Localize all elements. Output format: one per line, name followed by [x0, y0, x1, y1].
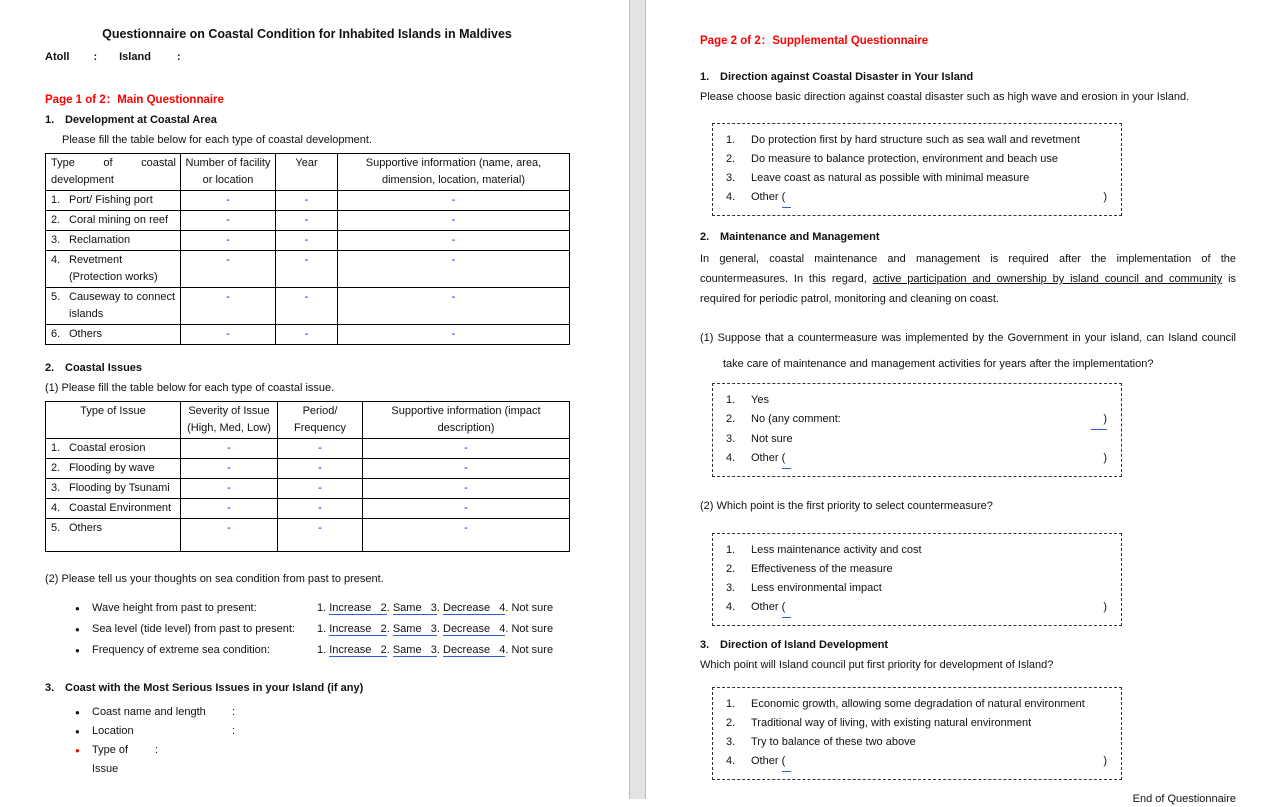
section-number: 1.	[45, 114, 55, 126]
section-number: 2.	[45, 362, 55, 374]
text-part: .	[386, 623, 393, 635]
sea-condition-label: Frequency of extreme sea condition:	[92, 644, 270, 656]
column-header: Type of coastal development	[46, 154, 181, 191]
row-label	[46, 439, 181, 459]
option-item[interactable]	[713, 579, 1121, 598]
option-item[interactable]	[713, 188, 1121, 208]
row-label-text: Flooding by Tsunami	[69, 482, 170, 494]
island-colon: :	[176, 51, 181, 63]
end-of-questionnaire: End of Questionnaire	[1132, 793, 1236, 805]
priority-options-box	[712, 533, 1122, 626]
fill-in-cell[interactable]: -	[278, 519, 363, 552]
text-part: Not sure	[751, 433, 793, 445]
sea-condition-options[interactable]	[317, 640, 553, 660]
serious-issue-label: Type of Issue	[92, 744, 129, 775]
text-part: Decrease 4	[443, 644, 506, 656]
maintenance-question-1: (1) Suppose that a countermeasure was implemented by the Government in your island, can Island council take care of maintenance and management activities for years after the implementation?	[700, 332, 1236, 370]
fill-in-cell[interactable]: -	[278, 459, 363, 479]
row-label	[46, 459, 181, 479]
text-part: Other	[751, 601, 782, 613]
row-number: 3.	[51, 234, 61, 246]
option-text	[751, 131, 1121, 150]
text-part: Do measure to balance protection, environment and beach use	[751, 153, 1058, 165]
sea-condition-label: Wave height from past to present:	[92, 602, 257, 614]
text-part: Effectiveness of the measure	[751, 563, 893, 575]
text-part: active participation and ownership by island council and community	[872, 273, 1223, 285]
section-title: Direction of Island Development	[720, 639, 889, 651]
text-part: Other	[751, 755, 782, 767]
text-part: Yes	[751, 394, 769, 406]
table-row	[46, 231, 570, 251]
row-label-text: Coastal erosion	[69, 442, 146, 454]
serious-issue-row	[45, 722, 569, 741]
coastal-issues-instruction: (1) Please fill the table below for each type of coastal issue.	[45, 382, 335, 394]
section-3-heading	[45, 681, 569, 696]
row-number: 2.	[51, 462, 61, 474]
option-number: 3.	[726, 172, 736, 184]
text-part: Decrease 4	[443, 602, 506, 614]
fill-in-cell[interactable]: -	[363, 439, 570, 459]
row-label-text: Others	[69, 328, 103, 340]
fill-in-cell[interactable]: -	[338, 191, 570, 211]
text-part: Less maintenance activity and cost	[751, 544, 922, 556]
serious-issue-row	[45, 703, 569, 722]
sea-condition-list	[45, 598, 569, 661]
text-part: Leave coast as natural as possible with minimal measure	[751, 172, 1030, 184]
blank-field[interactable]: (	[782, 449, 792, 469]
page-2-header: Page 2 of 2：Supplemental Questionnaire	[700, 35, 929, 47]
option-number: 1.	[726, 394, 736, 406]
fill-in-cell[interactable]: -	[181, 288, 276, 325]
section-number: 2.	[700, 231, 710, 243]
option-text	[751, 695, 1121, 714]
fill-in-cell[interactable]: -	[278, 499, 363, 519]
option-number: 3.	[726, 582, 736, 594]
option-number: 1.	[726, 544, 736, 556]
sea-condition-row	[45, 598, 569, 619]
row-label	[46, 479, 181, 499]
section-title: Development at Coastal Area	[65, 114, 217, 126]
fill-in-cell[interactable]: -	[181, 439, 278, 459]
row-label-text: Causeway to connect islands	[69, 291, 175, 320]
text-part: No (any comment:	[751, 413, 841, 425]
maintenance-answer-box	[712, 383, 1122, 477]
text-part: Same 3	[392, 623, 437, 635]
blank-field[interactable]: )	[1091, 410, 1107, 430]
option-number: 1.	[726, 698, 736, 710]
option-number: 4.	[726, 755, 736, 767]
option-item[interactable]	[713, 391, 1121, 410]
column-header: Period/ Frequency	[278, 402, 363, 439]
serious-issue-row	[45, 741, 569, 779]
option-text	[751, 449, 1121, 469]
fill-in-cell[interactable]: -	[181, 325, 276, 345]
serious-issue-list	[45, 703, 569, 779]
text-part: .	[436, 623, 443, 635]
option-item[interactable]	[713, 410, 1121, 430]
fill-in-cell[interactable]: -	[278, 479, 363, 499]
row-label	[46, 211, 181, 231]
text-part: Less environmental impact	[751, 582, 882, 594]
text-part: Same 3	[392, 602, 437, 614]
row-label-text: Reclamation	[69, 234, 131, 246]
section-number: 3.	[700, 639, 710, 651]
text-part: Increase 2	[329, 623, 387, 635]
text-part: . Not sure	[505, 644, 554, 656]
bullet-icon: ●	[75, 708, 80, 717]
row-number: 4.	[51, 254, 61, 266]
island-label: Island	[119, 51, 151, 63]
text-part: Decrease 4	[443, 623, 506, 635]
fill-in-cell[interactable]: -	[181, 459, 278, 479]
row-label-text: Coral mining on reef	[69, 214, 169, 226]
option-text	[751, 598, 1121, 618]
option-number: 4.	[726, 191, 736, 203]
text-part: .	[436, 602, 443, 614]
bullet-icon: ●	[75, 646, 80, 655]
fill-in-cell[interactable]: -	[338, 325, 570, 345]
page-2-supplemental-questionnaire	[646, 0, 1276, 805]
table-row	[46, 439, 570, 459]
option-text	[751, 560, 1121, 579]
section-2-heading	[700, 230, 1236, 245]
page-1-header: Page 1 of 2：Main Questionnaire	[45, 94, 224, 106]
row-label	[46, 325, 181, 345]
text-part: Economic growth, allowing some degradation of natural environment	[751, 698, 1085, 710]
row-number: 1.	[51, 442, 61, 454]
section-1-heading	[700, 70, 1236, 85]
row-label	[46, 231, 181, 251]
row-label-text: Others	[69, 522, 103, 534]
row-label	[46, 288, 181, 325]
document-title: Questionnaire on Coastal Condition for Inhabited Islands in Maldives	[102, 27, 512, 41]
serious-issue-label: Location	[92, 725, 134, 737]
text-part: Traditional way of living, with existing natural environment	[751, 717, 1032, 729]
table-row	[46, 251, 570, 288]
row-number: 4.	[51, 502, 61, 514]
option-number: 3.	[726, 433, 736, 445]
text-part: .	[386, 644, 393, 656]
option-item[interactable]	[713, 733, 1121, 752]
sea-condition-label: Sea level (tide level) from past to present:	[92, 623, 295, 635]
option-number: 1.	[726, 134, 736, 146]
section-title: Coast with the Most Serious Issues in your Island (if any)	[65, 682, 364, 694]
row-label	[46, 499, 181, 519]
field-colon: :	[232, 725, 236, 737]
section-2-heading	[45, 361, 569, 376]
option-text	[751, 188, 1121, 208]
text-part: is required for periodic patrol, monitoring and cleaning on coast.	[700, 273, 1237, 305]
text-part: Increase 2	[329, 644, 387, 656]
option-item[interactable]	[713, 541, 1121, 560]
text-part: )	[1103, 601, 1107, 613]
column-header: Number of facility or location	[181, 154, 276, 191]
blank-field[interactable]: (	[782, 752, 792, 772]
option-item[interactable]	[713, 449, 1121, 469]
bullet-icon: ●	[75, 625, 80, 634]
table-row	[46, 499, 570, 519]
row-number: 5.	[51, 522, 61, 534]
text-part: . Not sure	[505, 602, 554, 614]
fill-in-cell[interactable]: -	[181, 479, 278, 499]
option-item[interactable]	[713, 131, 1121, 150]
row-number: 1.	[51, 194, 61, 206]
table-header-row	[46, 402, 570, 439]
direction-options-box	[712, 123, 1122, 216]
option-number: 2.	[726, 413, 736, 425]
option-text	[751, 714, 1121, 733]
fill-in-cell[interactable]: -	[276, 231, 338, 251]
option-item[interactable]	[713, 714, 1121, 733]
text-part: Other	[751, 452, 782, 464]
section-1-heading	[45, 113, 569, 128]
column-header: Supportive information (name, area, dimension, location, material)	[338, 154, 570, 191]
island-development-intro: Which point will Island council put first priority for development of Island?	[700, 659, 1054, 671]
atoll-colon: :	[93, 51, 98, 63]
text-part: )	[1103, 755, 1107, 767]
sea-condition-options[interactable]	[317, 598, 553, 618]
fill-in-cell[interactable]: -	[181, 519, 278, 552]
text-part: .	[386, 602, 393, 614]
text-part: Try to balance of these two above	[751, 736, 916, 748]
option-number: 4.	[726, 601, 736, 613]
option-text	[751, 579, 1121, 598]
fill-in-cell[interactable]: -	[338, 251, 570, 288]
text-part: 1.	[317, 644, 330, 656]
maintenance-question-2: (2) Which point is the first priority to select countermeasure?	[700, 500, 993, 512]
fill-in-cell[interactable]: -	[181, 251, 276, 288]
serious-issue-label: Coast name and length	[92, 706, 206, 718]
column-header: Severity of Issue (High, Med, Low)	[181, 402, 278, 439]
fill-in-cell[interactable]: -	[181, 211, 276, 231]
fill-in-cell[interactable]: -	[338, 231, 570, 251]
table-row	[46, 325, 570, 345]
text-part: Other	[751, 191, 782, 203]
option-item[interactable]	[713, 598, 1121, 618]
option-item[interactable]	[713, 430, 1121, 449]
fill-in-cell[interactable]: -	[276, 211, 338, 231]
text-part: .	[436, 644, 443, 656]
text-part: 1.	[317, 623, 330, 635]
sea-condition-options[interactable]	[317, 619, 553, 639]
section-number: 1.	[700, 71, 710, 83]
text-part: Same 3	[392, 644, 437, 656]
row-label-text: Revetment (Protection works)	[69, 254, 158, 283]
option-text	[751, 391, 1121, 410]
table-row	[46, 211, 570, 231]
fill-in-cell[interactable]: -	[338, 288, 570, 325]
option-number: 2.	[726, 717, 736, 729]
fill-in-cell[interactable]: -	[181, 231, 276, 251]
row-label-text: Coastal Environment	[69, 502, 172, 514]
maintenance-paragraph	[700, 249, 1236, 309]
fill-in-cell[interactable]: -	[338, 211, 570, 231]
fill-in-cell[interactable]: -	[181, 191, 276, 211]
sea-condition-row	[45, 640, 569, 661]
atoll-island-line	[45, 51, 569, 63]
text-part: )	[1103, 191, 1107, 203]
table-row	[46, 459, 570, 479]
option-text	[751, 733, 1121, 752]
fill-in-cell[interactable]: -	[363, 499, 570, 519]
field-colon: :	[155, 744, 159, 756]
atoll-label: Atoll	[45, 51, 70, 63]
text-part: )	[1103, 452, 1107, 464]
bullet-icon: ●	[75, 604, 80, 613]
section-3-heading	[700, 638, 1236, 653]
page-1-main-questionnaire	[0, 0, 629, 799]
text-part: Increase 2	[329, 602, 387, 614]
text-part: . Not sure	[505, 623, 554, 635]
text-part: Do protection first by hard structure such as sea wall and revetment	[751, 134, 1080, 146]
option-text	[751, 430, 1121, 449]
development-table	[45, 153, 570, 345]
option-number: 3.	[726, 736, 736, 748]
text-part: In general, coastal maintenance and management is required after the implementation of the countermeasures. In this regard,	[700, 253, 1236, 285]
row-label-text: Port/ Fishing port	[69, 194, 153, 206]
row-number: 6.	[51, 328, 61, 340]
fill-in-cell[interactable]: -	[181, 499, 278, 519]
option-text	[751, 169, 1121, 188]
option-number: 2.	[726, 563, 736, 575]
table-header-row	[46, 154, 570, 191]
row-label-text: Flooding by wave	[69, 462, 155, 474]
field-colon: :	[232, 706, 236, 718]
development-options-box	[712, 687, 1122, 780]
column-header: Year	[276, 154, 338, 191]
section-title: Coastal Issues	[65, 362, 143, 374]
row-number: 3.	[51, 482, 61, 494]
option-item[interactable]	[713, 752, 1121, 772]
option-text	[751, 541, 1121, 560]
direction-intro: Please choose basic direction against coastal disaster such as high wave and erosion in your Island.	[700, 91, 1190, 103]
table-1-instruction: Please fill the table below for each type of coastal development.	[62, 134, 373, 146]
fill-in-cell[interactable]: -	[276, 325, 338, 345]
sea-condition-intro: (2) Please tell us your thoughts on sea condition from past to present.	[45, 573, 384, 585]
coastal-issues-table	[45, 401, 570, 552]
row-label	[46, 519, 181, 552]
sea-condition-row	[45, 619, 569, 640]
table-row	[46, 191, 570, 211]
option-item[interactable]	[713, 150, 1121, 169]
option-text	[751, 150, 1121, 169]
table-row	[46, 479, 570, 499]
option-item[interactable]	[713, 560, 1121, 579]
option-number: 4.	[726, 452, 736, 464]
blank-field[interactable]: (	[782, 598, 792, 618]
option-item[interactable]	[713, 169, 1121, 188]
fill-in-cell[interactable]: -	[276, 191, 338, 211]
table-row	[46, 288, 570, 325]
blank-field[interactable]: (	[782, 188, 792, 208]
column-header: Type of Issue	[46, 402, 181, 439]
option-text	[751, 410, 1121, 430]
row-label	[46, 191, 181, 211]
text-part: 1.	[317, 602, 330, 614]
fill-in-cell[interactable]: -	[363, 479, 570, 499]
table-row	[46, 519, 570, 552]
row-number: 2.	[51, 214, 61, 226]
fill-in-cell[interactable]: -	[276, 288, 338, 325]
bullet-icon: ●	[75, 727, 80, 736]
option-number: 2.	[726, 153, 736, 165]
fill-in-cell[interactable]: -	[278, 439, 363, 459]
page-gap-divider	[629, 0, 646, 799]
column-header: Supportive information (impact description)	[363, 402, 570, 439]
section-title: Maintenance and Management	[720, 231, 880, 243]
fill-in-cell[interactable]: -	[363, 459, 570, 479]
fill-in-cell[interactable]: -	[363, 519, 570, 552]
row-label	[46, 251, 181, 288]
fill-in-cell[interactable]: -	[276, 251, 338, 288]
row-number: 5.	[51, 291, 61, 303]
option-item[interactable]	[713, 695, 1121, 714]
option-text	[751, 752, 1121, 772]
section-title: Direction against Coastal Disaster in Your Island	[720, 71, 974, 83]
bullet-icon-red: ●	[75, 746, 80, 755]
section-number: 3.	[45, 682, 55, 694]
